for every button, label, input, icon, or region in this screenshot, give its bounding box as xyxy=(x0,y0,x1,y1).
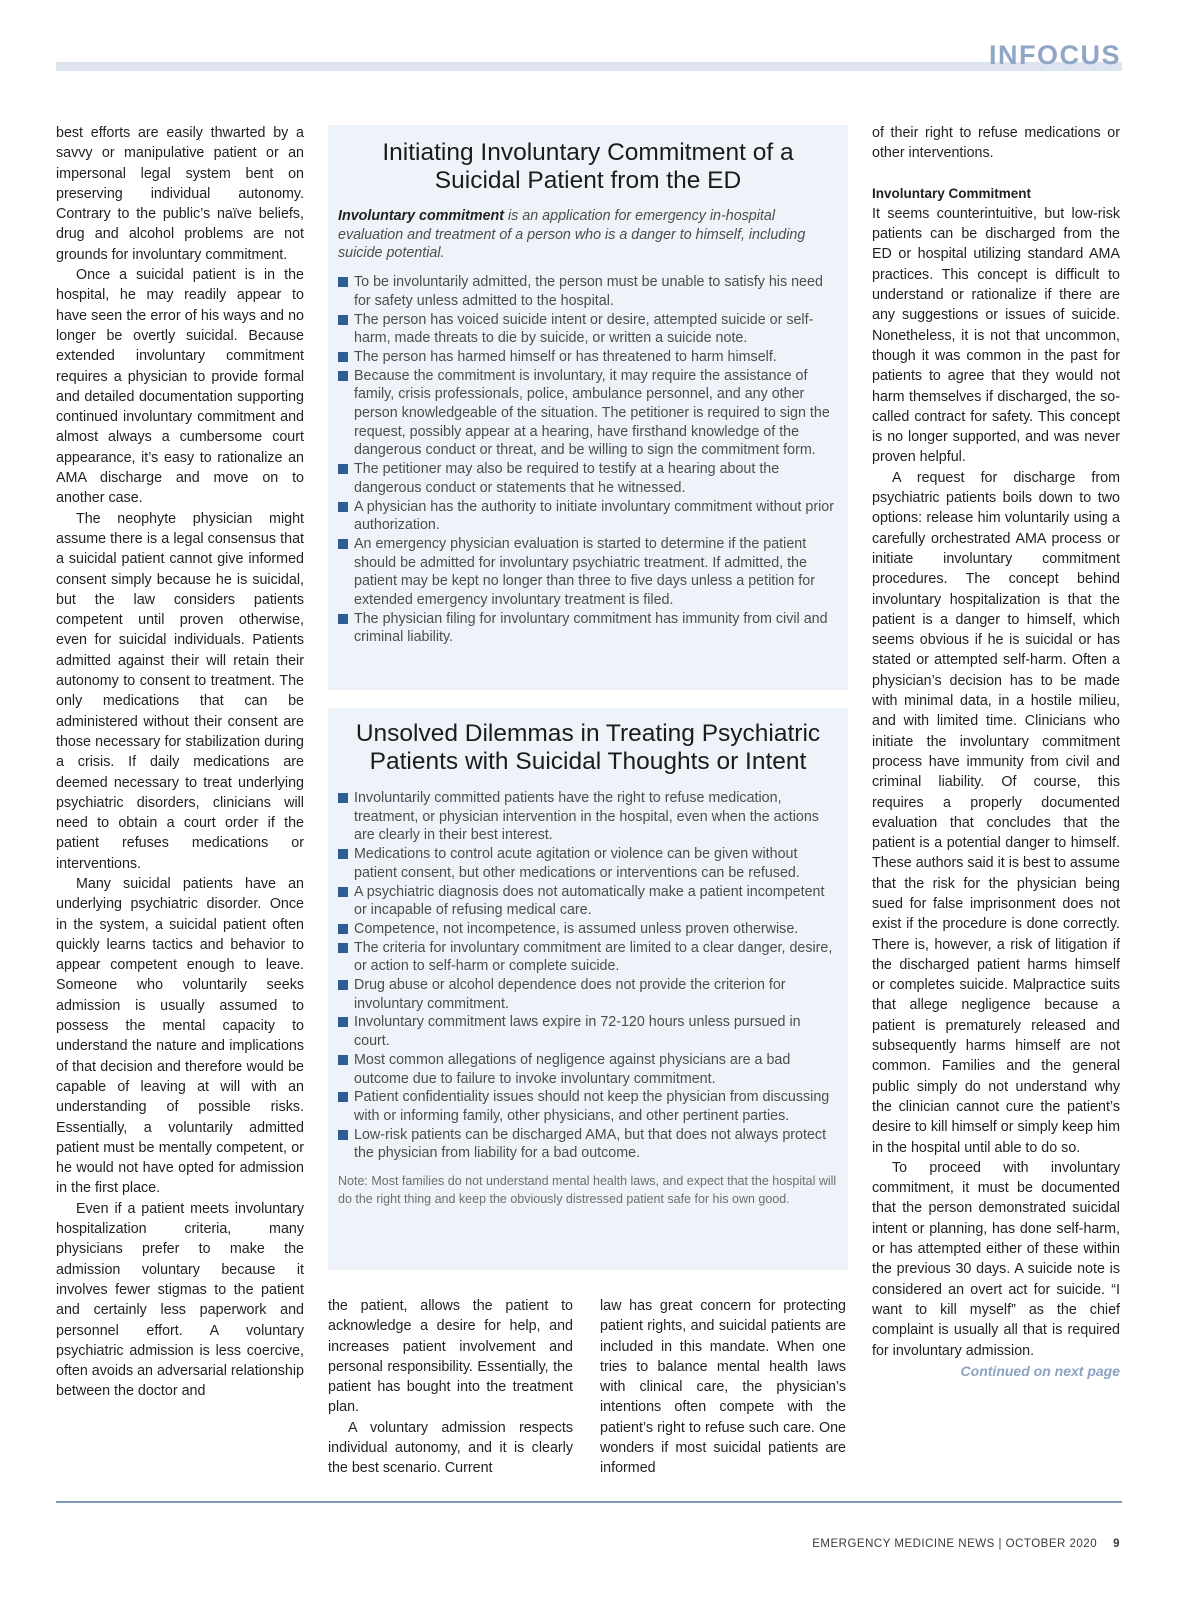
paragraph: It seems counterintuitive, but low-risk patients can be discharged from the ED or hospital utilizing standard AMA practices. This concept is difficult to understand or rationalize if there are any suggestions or issues of suicide. Nonetheless, it is not that uncommon, though it was common in the past for patients to agree that they would not harm themselves if discharged, the so-called contract for safety. This concept is no longer supported, and was never proven helpful. xyxy=(872,205,1120,466)
column-1 xyxy=(56,123,304,1402)
page-number: 9 xyxy=(1113,1538,1120,1550)
list-item: An emergency physician evaluation is started to determine if the patient should be admitted for involuntary psychiatric treatment. If admitted, the patient may be kept no longer than three to five days unless a petition for extended emergency involuntary treatment is filed. xyxy=(338,535,838,610)
paragraph: Many suicidal patients have an underlying psychiatric disorder. Once in the system, a suicidal patient often quickly learns tactics and behavior to appear competent enough to leave. Someone who voluntarily seeks admission is usually assumed to possess the mental capacity to understand the nature and implications of that decision and therefore would be capable of leaving at will with an understanding of possible risks. Essentially, a voluntarily admitted patient must be mentally competent, or he would not have opted for admission in the first place. xyxy=(56,875,304,1197)
box-intro xyxy=(338,207,838,263)
continued-on-next-page: Continued on next page xyxy=(960,1362,1120,1379)
list-item: The person has harmed himself or has threatened to harm himself. xyxy=(338,348,838,367)
footer xyxy=(812,1538,1120,1550)
list-item: The petitioner may also be required to testify at a hearing about the dangerous conduct or statements that he witnessed. xyxy=(338,460,838,497)
box-note: Note: Most families do not understand mental health laws, and expect that the hospital will do the right thing and keep the obviously distressed patient safe for his own good. xyxy=(338,1174,837,1206)
column-3-continued xyxy=(600,1296,846,1479)
box-title: Initiating Involuntary Commitment of a Suicidal Patient from the ED xyxy=(382,139,794,194)
subheading: Involuntary Commitment xyxy=(872,185,1032,201)
list-item: Patient confidentiality issues should not keep the physician from discussing with or informing family, other physicians, and other pertinent parties. xyxy=(338,1088,838,1125)
bullet-list xyxy=(338,789,838,1163)
intro-term: Involuntary commitment xyxy=(338,208,505,224)
paragraph: the patient, allows the patient to acknowledge a desire for help, and increases patient involvement and personal responsibility. Essentially, the patient has bought into the treatment plan. xyxy=(328,1298,573,1416)
paragraph: of their right to refuse medications or other interventions. xyxy=(872,125,1120,162)
paragraph: A request for discharge from psychiatric patients boils down to two options: release him voluntarily using a carefully orchestrated AMA process or initiate involuntary commitment procedures. The concept behind involuntary hospitalization is that the patient is a danger to himself, which seems obvious if he is suicidal or has stated or attempted self-harm. Often a physician’s decision has to be made with minimal data, in a hostile milieu, and with limited time. Clinicians who initiate the involuntary commitment process have immunity from civil and criminal liability. Of course, this requires a properly documented evaluation that concludes that the patient is a potential danger to himself. These authors said it is best to assume that the risk for the physician being sued for false imprisonment does not exist if the procedure is done correctly. There is, however, a risk of litigation if the discharged patient harms himself or completes suicide. Malpractice suits that allege negligence because a patient is prematurely released and subsequently harms himself are not common. Families and the general public simply do not understand why the clinician cannot cure the patient’s desire to kill himself or simply keep him in the hospital until able to do so. xyxy=(872,469,1120,1156)
column-4 xyxy=(872,123,1120,1381)
sidebar-box-unsolved-dilemmas xyxy=(328,708,848,1270)
list-item: The person has voiced suicide intent or desire, attempted suicide or self-harm, made threats to die by suicide, or written a suicide note. xyxy=(338,311,838,348)
list-item: Most common allegations of negligence against physicians are a bad outcome due to failure to invoke involuntary commitment. xyxy=(338,1051,838,1088)
list-item: Medications to control acute agitation or violence can be given without patient consent, but other medications or interventions can be refused. xyxy=(338,845,838,882)
column-2-continued xyxy=(328,1296,573,1479)
list-item: Competence, not incompetence, is assumed unless proven otherwise. xyxy=(338,920,838,939)
list-item: Low-risk patients can be discharged AMA, but that does not always protect the physician from liability for a bad outcome. xyxy=(338,1126,838,1163)
paragraph: Even if a patient meets involuntary hospitalization criteria, many physicians prefer to make the admission voluntary because it involves fewer stigmas to the patient and certainly less paperwork and personnel effort. A voluntary psychiatric admission is less coercive, often avoids an adversarial relationship between the doctor and xyxy=(56,1200,304,1400)
list-item: The physician filing for involuntary commitment has immunity from civil and criminal liability. xyxy=(338,610,838,647)
list-item: A psychiatric diagnosis does not automatically make a patient incompetent or incapable of refusing medical care. xyxy=(338,883,838,920)
list-item: A physician has the authority to initiate involuntary commitment without prior authorization. xyxy=(338,498,838,535)
paragraph: best efforts are easily thwarted by a savvy or manipulative patient or an impersonal legal system bent on preserving individual autonomy. Contrary to the public’s naïve beliefs, drug and alcohol problems are not grounds for involuntary commitment. xyxy=(56,125,304,263)
paragraph: A voluntary admission respects individual autonomy, and it is clearly the best scenario. Current xyxy=(328,1419,573,1477)
sidebar-box-initiating-commitment xyxy=(328,125,848,690)
bullet-list xyxy=(338,273,838,647)
list-item: Drug abuse or alcohol dependence does not provide the criterion for involuntary commitment. xyxy=(338,976,838,1013)
header-rule xyxy=(56,62,1122,71)
list-item: To be involuntarily admitted, the person must be unable to satisfy his need for safety unless admitted to the hospital. xyxy=(338,273,838,310)
list-item: Involuntarily committed patients have the right to refuse medication, treatment, or physician intervention in the hospital, even when the actions are clearly in their best interest. xyxy=(338,789,838,845)
list-item: The criteria for involuntary commitment are limited to a clear danger, desire, or action to self-harm or complete suicide. xyxy=(338,939,838,976)
paragraph: law has great concern for protecting patient rights, and suicidal patients are included in this mandate. When one tries to balance mental health laws with clinical care, the physician’s intentions often compete with the patient’s right to refuse such care. One wonders if most suicidal patients are informed xyxy=(600,1298,846,1477)
publication-info: EMERGENCY MEDICINE NEWS | OCTOBER 2020 xyxy=(812,1538,1098,1550)
section-label: INFOCUS xyxy=(989,40,1121,70)
list-item: Because the commitment is involuntary, it may require the assistance of family, crisis professionals, police, ambulance personnel, and any other person knowledgeable of the situation. The petitioner is required to sign the request, possibly appear at a hearing, have firsthand knowledge of the dangerous conduct or threat, and be willing to sign the commitment form. xyxy=(338,367,838,461)
intro-text: is an application for emergency in-hospital evaluation and treatment of a person who is a danger to himself, including suicide potential. xyxy=(338,208,806,262)
box-title: Unsolved Dilemmas in Treating Psychiatric Patients with Suicidal Thoughts or Intent xyxy=(355,720,821,775)
footer-rule xyxy=(56,1501,1122,1503)
paragraph: Once a suicidal patient is in the hospital, he may readily appear to have seen the error of his ways and no longer be overtly suicidal. Because extended involuntary commitment requires a physician to provide formal and detailed documentation supporting continued involuntary commitment and almost always a cumbersome court appearance, it’s easy to rationalize an AMA discharge and move on to another case. xyxy=(56,267,304,507)
paragraph: To proceed with involuntary commitment, it must be documented that the person demonstrated suicidal intent or planning, has done self-harm, or has attempted either of these within the previous 30 days. A suicide note is considered an overt act for suicide. “I want to kill myself” as the chief complaint is usually all that is required for involuntary admission. xyxy=(872,1159,1120,1359)
paragraph: The neophyte physician might assume there is a legal consensus that a suicidal patient cannot give informed consent simply because he is suicidal, but the law considers patients competent until proven otherwise, even for suicidal individuals. Patients admitted against their will retain their autonomy to consent to treatment. The only medications that can be administered without their consent are those necessary for stabilization during a crisis. If daily medications are deemed necessary to treat underlying psychiatric disorders, clinicians will need to obtain a court order if the patient refuses medications or interventions. xyxy=(56,510,304,872)
list-item: Involuntary commitment laws expire in 72-120 hours unless pursued in court. xyxy=(338,1013,838,1050)
